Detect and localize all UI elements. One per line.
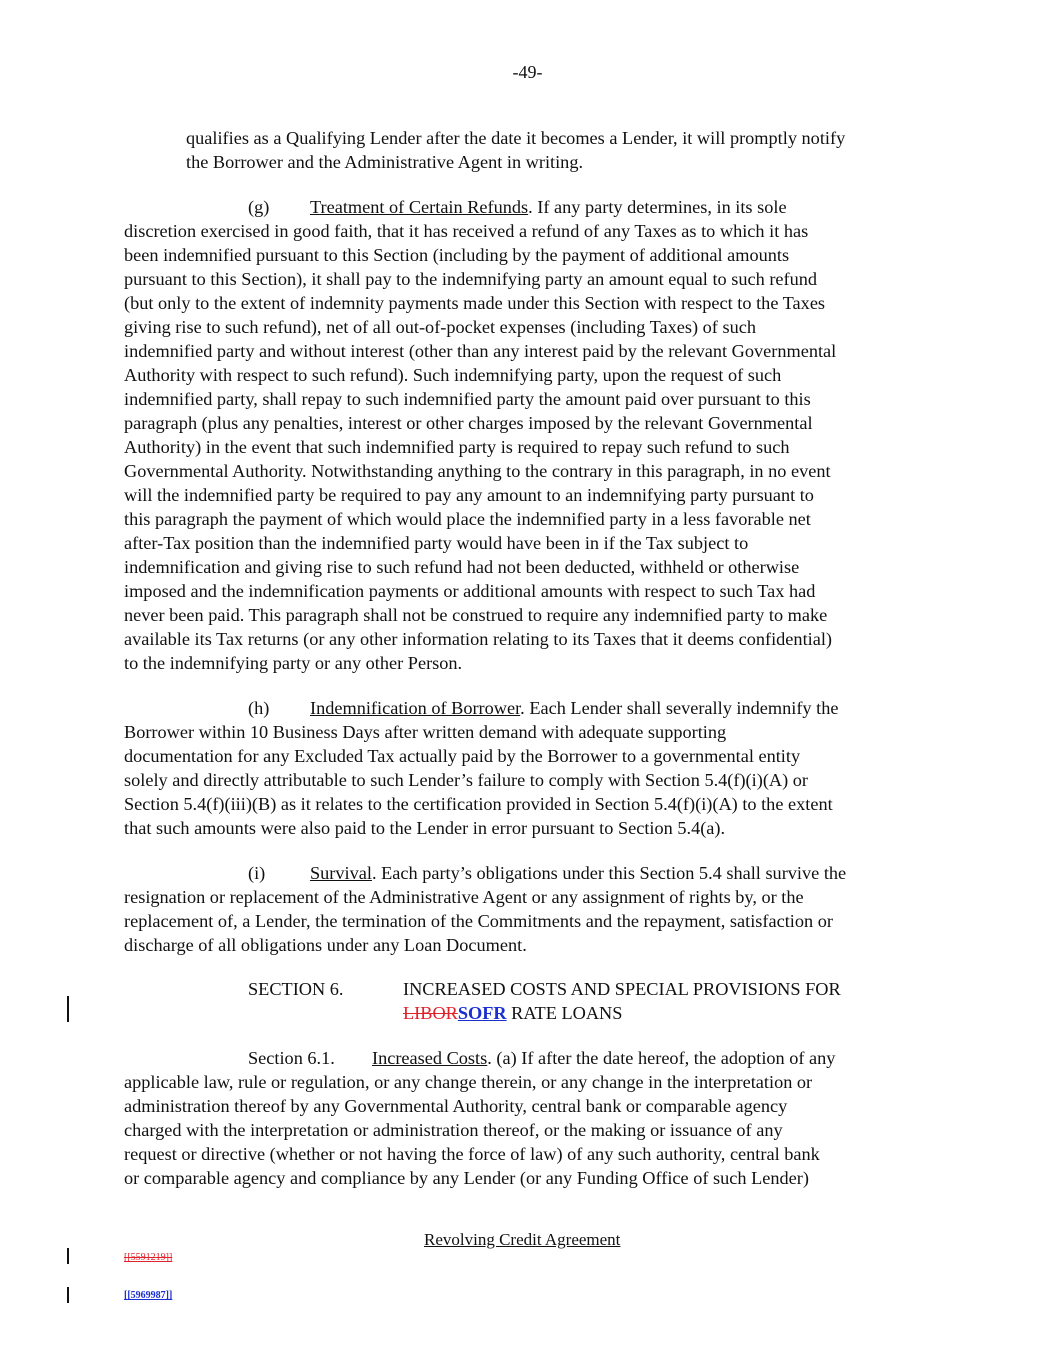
change-bar xyxy=(67,996,69,1022)
section-6-1-first-rest: . (a) If after the date hereof, the adoption of any xyxy=(487,1048,836,1068)
section-6-1-label: Section 6.1. xyxy=(248,1048,335,1068)
para-g-line: will the indemnified party be required to pay any amount to an indemnifying party pursuant to xyxy=(124,485,814,505)
para-h-line: documentation for any Excluded Tax actually paid by the Borrower to a governmental entity xyxy=(124,746,801,766)
section-6-title-line2 xyxy=(403,1001,622,1025)
para-g-line: been indemnified pursuant to this Section (including by the payment of additional amounts xyxy=(124,245,790,265)
section-6-1-line: applicable law, rule or regulation, or any change therein, or any change in the interpretation or xyxy=(124,1072,813,1092)
para-h-title: Indemnification of Borrower xyxy=(310,698,521,718)
section-6-1-line: charged with the interpretation or administration thereof, or the making or issuance of any xyxy=(124,1120,783,1140)
para-g-line: discretion exercised in good faith, that it has received a refund of any Taxes as to which it has xyxy=(124,221,809,241)
para-g-first-rest: . If any party determines, in its sole xyxy=(528,197,787,217)
para-h-line: Borrower within 10 Business Days after written demand with adequate supporting xyxy=(124,722,727,742)
page-number: -49- xyxy=(512,62,543,82)
para-i-label: (i) xyxy=(248,863,266,883)
para-g-heading xyxy=(248,195,787,219)
para-g-label: (g) xyxy=(248,197,270,217)
continuation-line: qualifies as a Qualifying Lender after the date it becomes a Lender, it will promptly notify xyxy=(186,128,846,148)
para-g-line: this paragraph the payment of which would place the indemnified party in a less favorable net xyxy=(124,509,811,529)
para-i-line: replacement of, a Lender, the termination of the Commitments and the repayment, satisfaction or xyxy=(124,911,833,931)
para-i-line: discharge of all obligations under any Loan Document. xyxy=(124,935,527,955)
para-h-label: (h) xyxy=(248,698,270,718)
para-g-title: Treatment of Certain Refunds xyxy=(310,197,529,217)
para-g-line: available its Tax returns (or any other information relating to its Taxes that it deems confidential) xyxy=(124,629,833,649)
para-i-line: resignation or replacement of the Administrative Agent or any assignment of rights by, or the xyxy=(124,887,804,907)
continuation-line: the Borrower and the Administrative Agent in writing. xyxy=(186,152,584,172)
deleted-text: LIBOR xyxy=(403,1003,458,1023)
para-g-line: giving rise to such refund), net of all out-of-pocket expenses (including Taxes) of such xyxy=(124,317,756,337)
para-h-heading xyxy=(248,696,838,720)
para-g-line: to the indemnifying party or any other Person. xyxy=(124,653,463,673)
section-6-1-title: Increased Costs xyxy=(372,1048,488,1068)
para-g-line: pursuant to this Section), it shall pay to the indemnifying party an amount equal to such refund xyxy=(124,269,818,289)
doc-id-inserted: [[5969987]] xyxy=(124,1290,173,1301)
para-g-line: paragraph (plus any penalties, interest or other charges imposed by the relevant Governmental xyxy=(124,413,813,433)
para-g-line: indemnified party, shall repay to such indemnified party the amount paid over pursuant to this xyxy=(124,389,811,409)
para-g-line: Governmental Authority. Notwithstanding anything to the contrary in this paragraph, in no event xyxy=(124,461,831,481)
para-h-line: Section 5.4(f)(iii)(B) as it relates to the certification provided in Section 5.4(f)(i)(A) to the extent xyxy=(124,794,833,814)
change-bar xyxy=(67,1287,69,1303)
para-h-line: solely and directly attributable to such Lender’s failure to comply with Section 5.4(f)(i)(A) or xyxy=(124,770,808,790)
section-6-1-heading xyxy=(248,1046,835,1070)
inserted-text: SOFR xyxy=(457,1003,507,1023)
section-6-1-line: administration thereof by any Governmental Authority, central bank or comparable agency xyxy=(124,1096,788,1116)
para-g-line: after-Tax position than the indemnified party would have been in if the Tax subject to xyxy=(124,533,749,553)
para-g-line: never been paid. This paragraph shall not be construed to require any indemnified party to make xyxy=(124,605,828,625)
section-6-1-line: request or directive (whether or not having the force of law) of any such authority, central bank xyxy=(124,1144,820,1164)
section-6-number: SECTION 6. xyxy=(248,979,344,999)
para-i-first-rest: . Each party’s obligations under this Section 5.4 shall survive the xyxy=(371,863,847,883)
footer-title: Revolving Credit Agreement xyxy=(424,1230,621,1249)
para-g-line: imposed and the indemnification payments or additional amounts with respect to such Tax had xyxy=(124,581,816,601)
para-i-heading xyxy=(248,861,846,885)
para-g-line: indemnification and giving rise to such refund had not been deducted, withheld or otherwise xyxy=(124,557,800,577)
section-6-title-rest: RATE LOANS xyxy=(506,1003,623,1023)
para-i-title: Survival xyxy=(310,863,372,883)
change-bar xyxy=(67,1248,69,1264)
para-g-line: (but only to the extent of indemnity payments made under this Section with respect to the Taxes xyxy=(124,293,826,313)
para-h-line: that such amounts were also paid to the Lender in error pursuant to Section 5.4(a). xyxy=(124,818,726,838)
para-g-line: Authority) in the event that such indemnified party is required to repay such refund to such xyxy=(124,437,790,457)
para-g-line: indemnified party and without interest (other than any interest paid by the relevant Governmental xyxy=(124,341,837,361)
para-h-first-rest: . Each Lender shall severally indemnify the xyxy=(520,698,839,718)
section-6-1-line: or comparable agency and compliance by any Lender (or any Funding Office of such Lender) xyxy=(124,1168,809,1188)
doc-id-deleted: [[5591219]] xyxy=(124,1252,173,1263)
para-g-line: Authority with respect to such refund). Such indemnifying party, upon the request of such xyxy=(124,365,782,385)
section-6-title-line1: INCREASED COSTS AND SPECIAL PROVISIONS FOR xyxy=(403,979,841,999)
